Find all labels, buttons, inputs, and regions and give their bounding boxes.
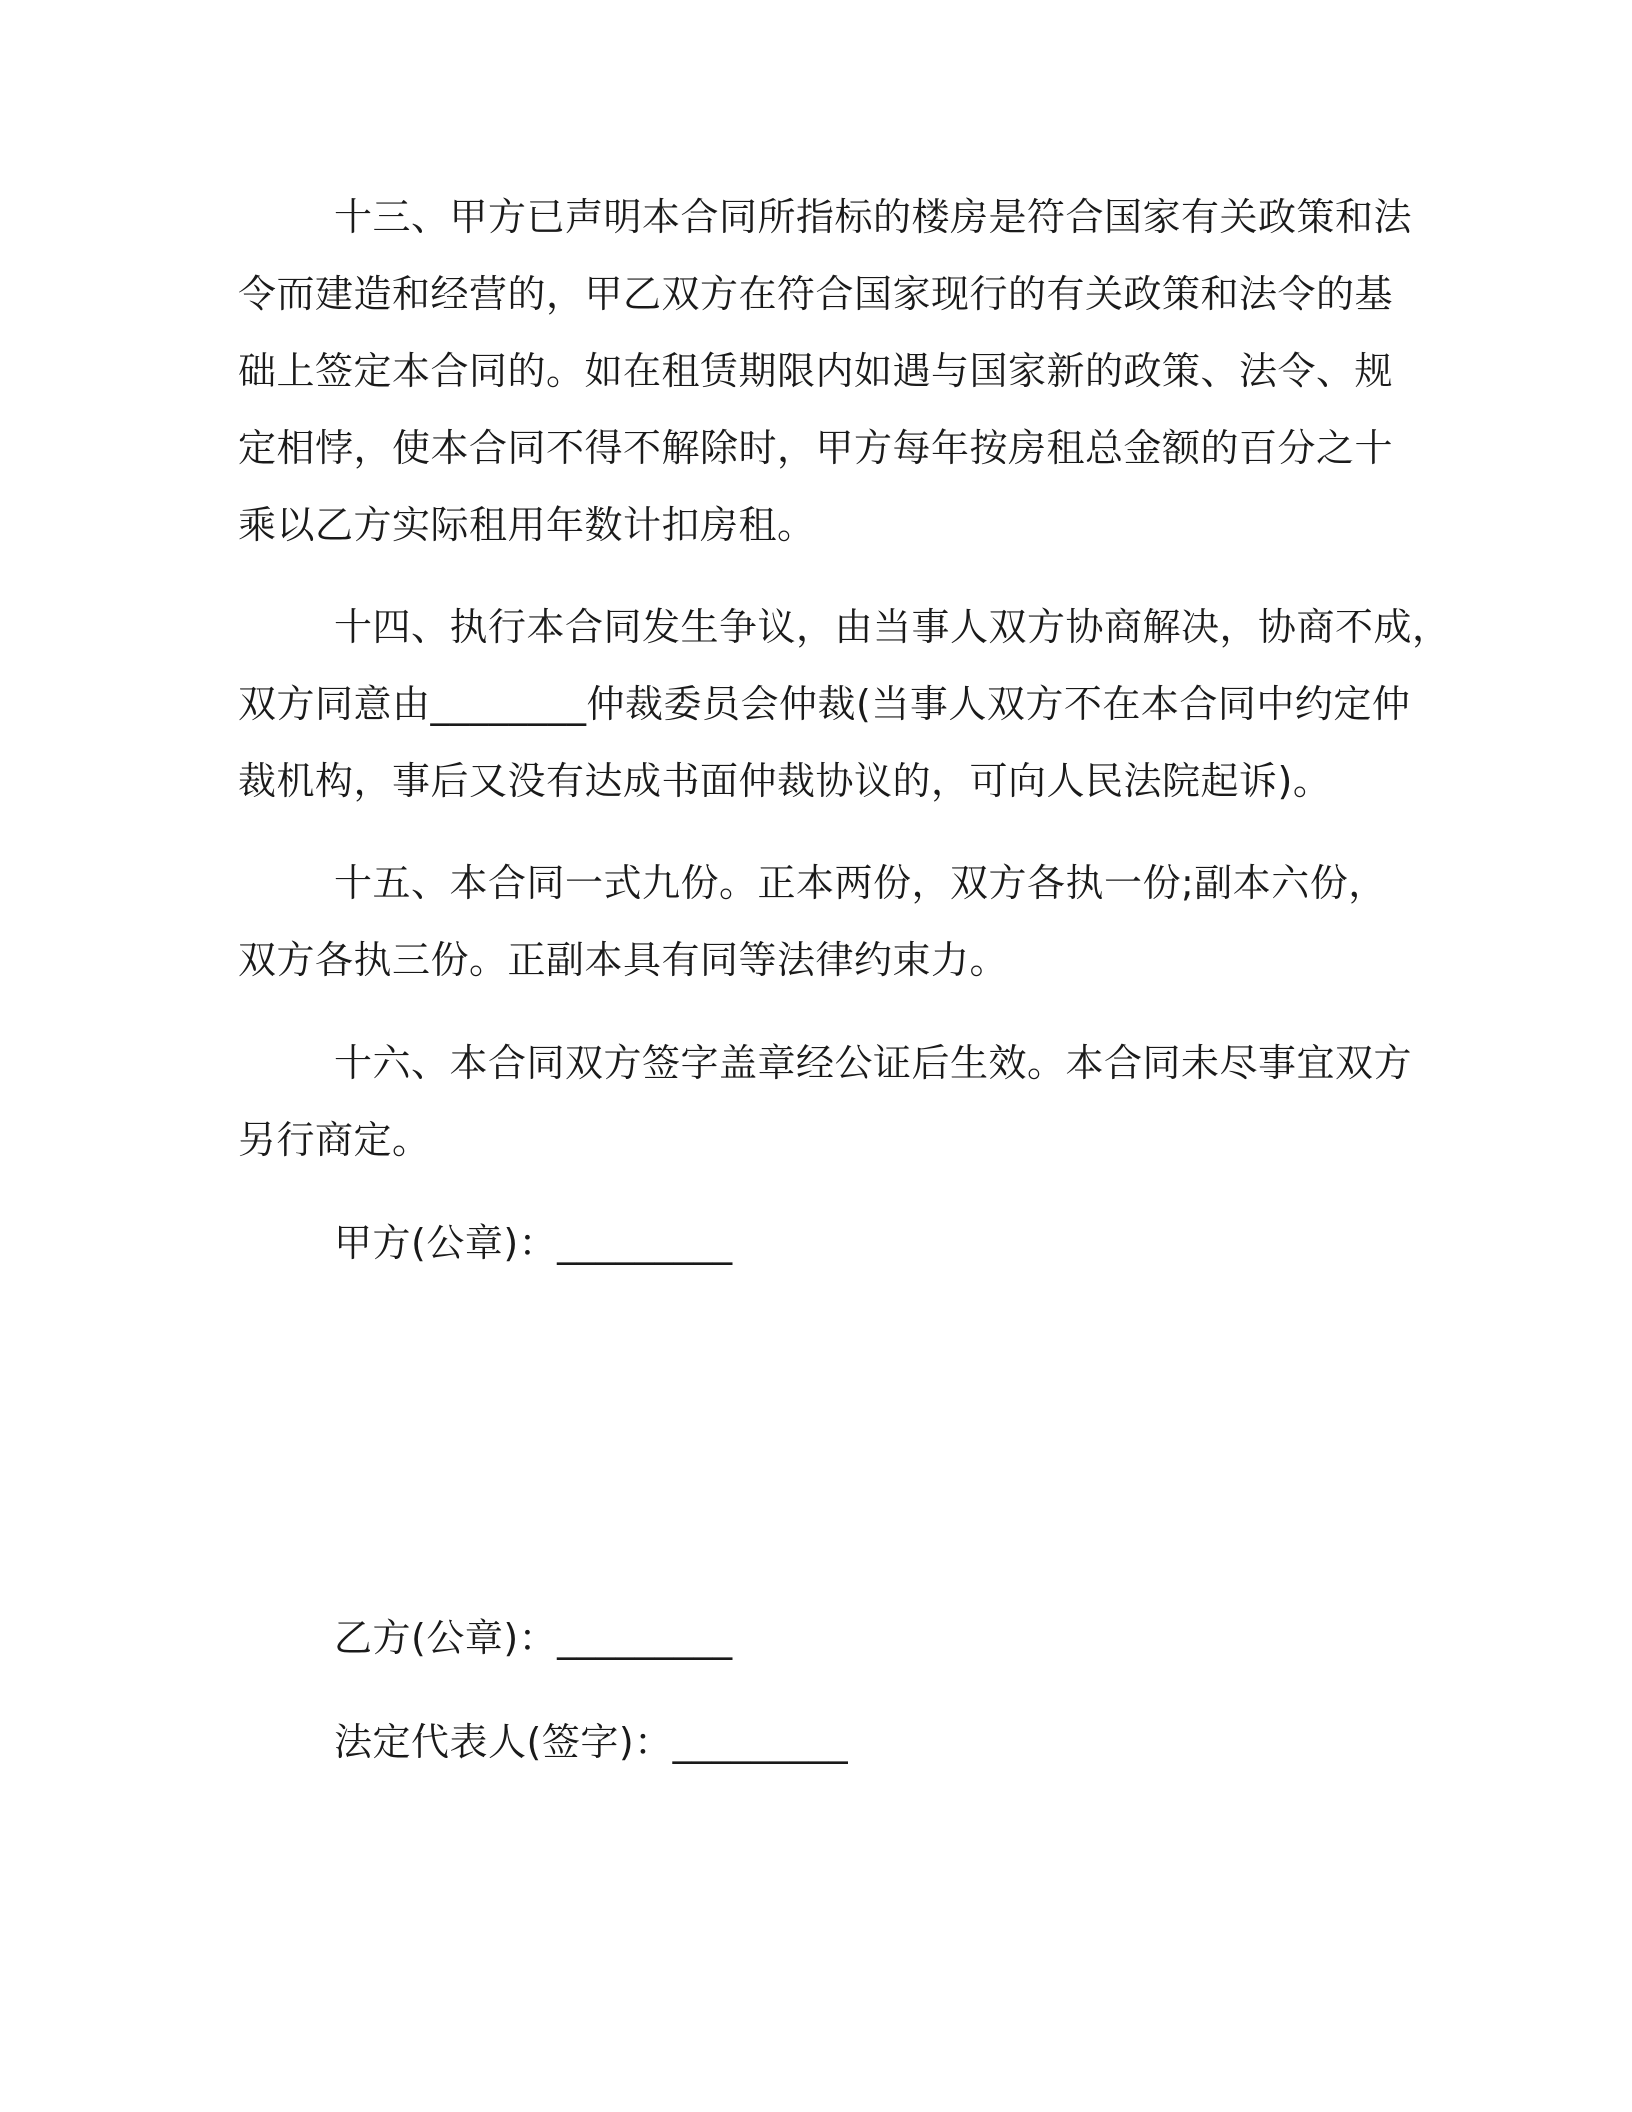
clause-line: 裁机构，事后又没有达成书面仲裁协议的，可向人民法院起诉)。 [238,759,1332,803]
clause-line: 础上签定本合同的。如在租赁期限内如遇与国家新的政策、法令、规 [238,349,1394,393]
legal-representative-signature-line: 法定代表人(签字)：_________ [334,1720,849,1764]
clause-16 [238,1025,1413,1179]
clause-15 [238,845,1408,999]
clause-line: 十五、本合同一式九份。正本两份，双方各执一份;副本六份， [334,861,1387,905]
clause-line: 双方各执三份。正副本具有同等法律约束力。 [238,938,1009,982]
clause-line: 令而建造和经营的，甲乙双方在符合国家现行的有关政策和法令的基 [238,272,1394,316]
clause-line: 乘以乙方实际租用年数计扣房租。 [238,503,816,547]
clause-line: 另行商定。 [238,1118,431,1162]
clause-13 [238,179,1413,564]
clause-line: 十四、执行本合同发生争议，由当事人双方协商解决，协商不成， [334,605,1451,649]
clause-line: 十六、本合同双方签字盖章经公证后生效。本合同未尽事宜双方 [334,1041,1413,1085]
clause-line: 十三、甲方已声明本合同所指标的楼房是符合国家有关政策和法 [334,195,1413,239]
clause-line: 双方同意由________仲裁委员会仲裁(当事人双方不在本合同中约定仲 [238,682,1411,726]
clause-line: 定相悖，使本合同不得不解除时，甲方每年按房租总金额的百分之十 [238,426,1394,470]
party-b-signature-line: 乙方(公章)：_________ [334,1616,733,1660]
party-a-signature-line: 甲方(公章)：_________ [334,1221,733,1265]
clause-14 [238,589,1451,820]
